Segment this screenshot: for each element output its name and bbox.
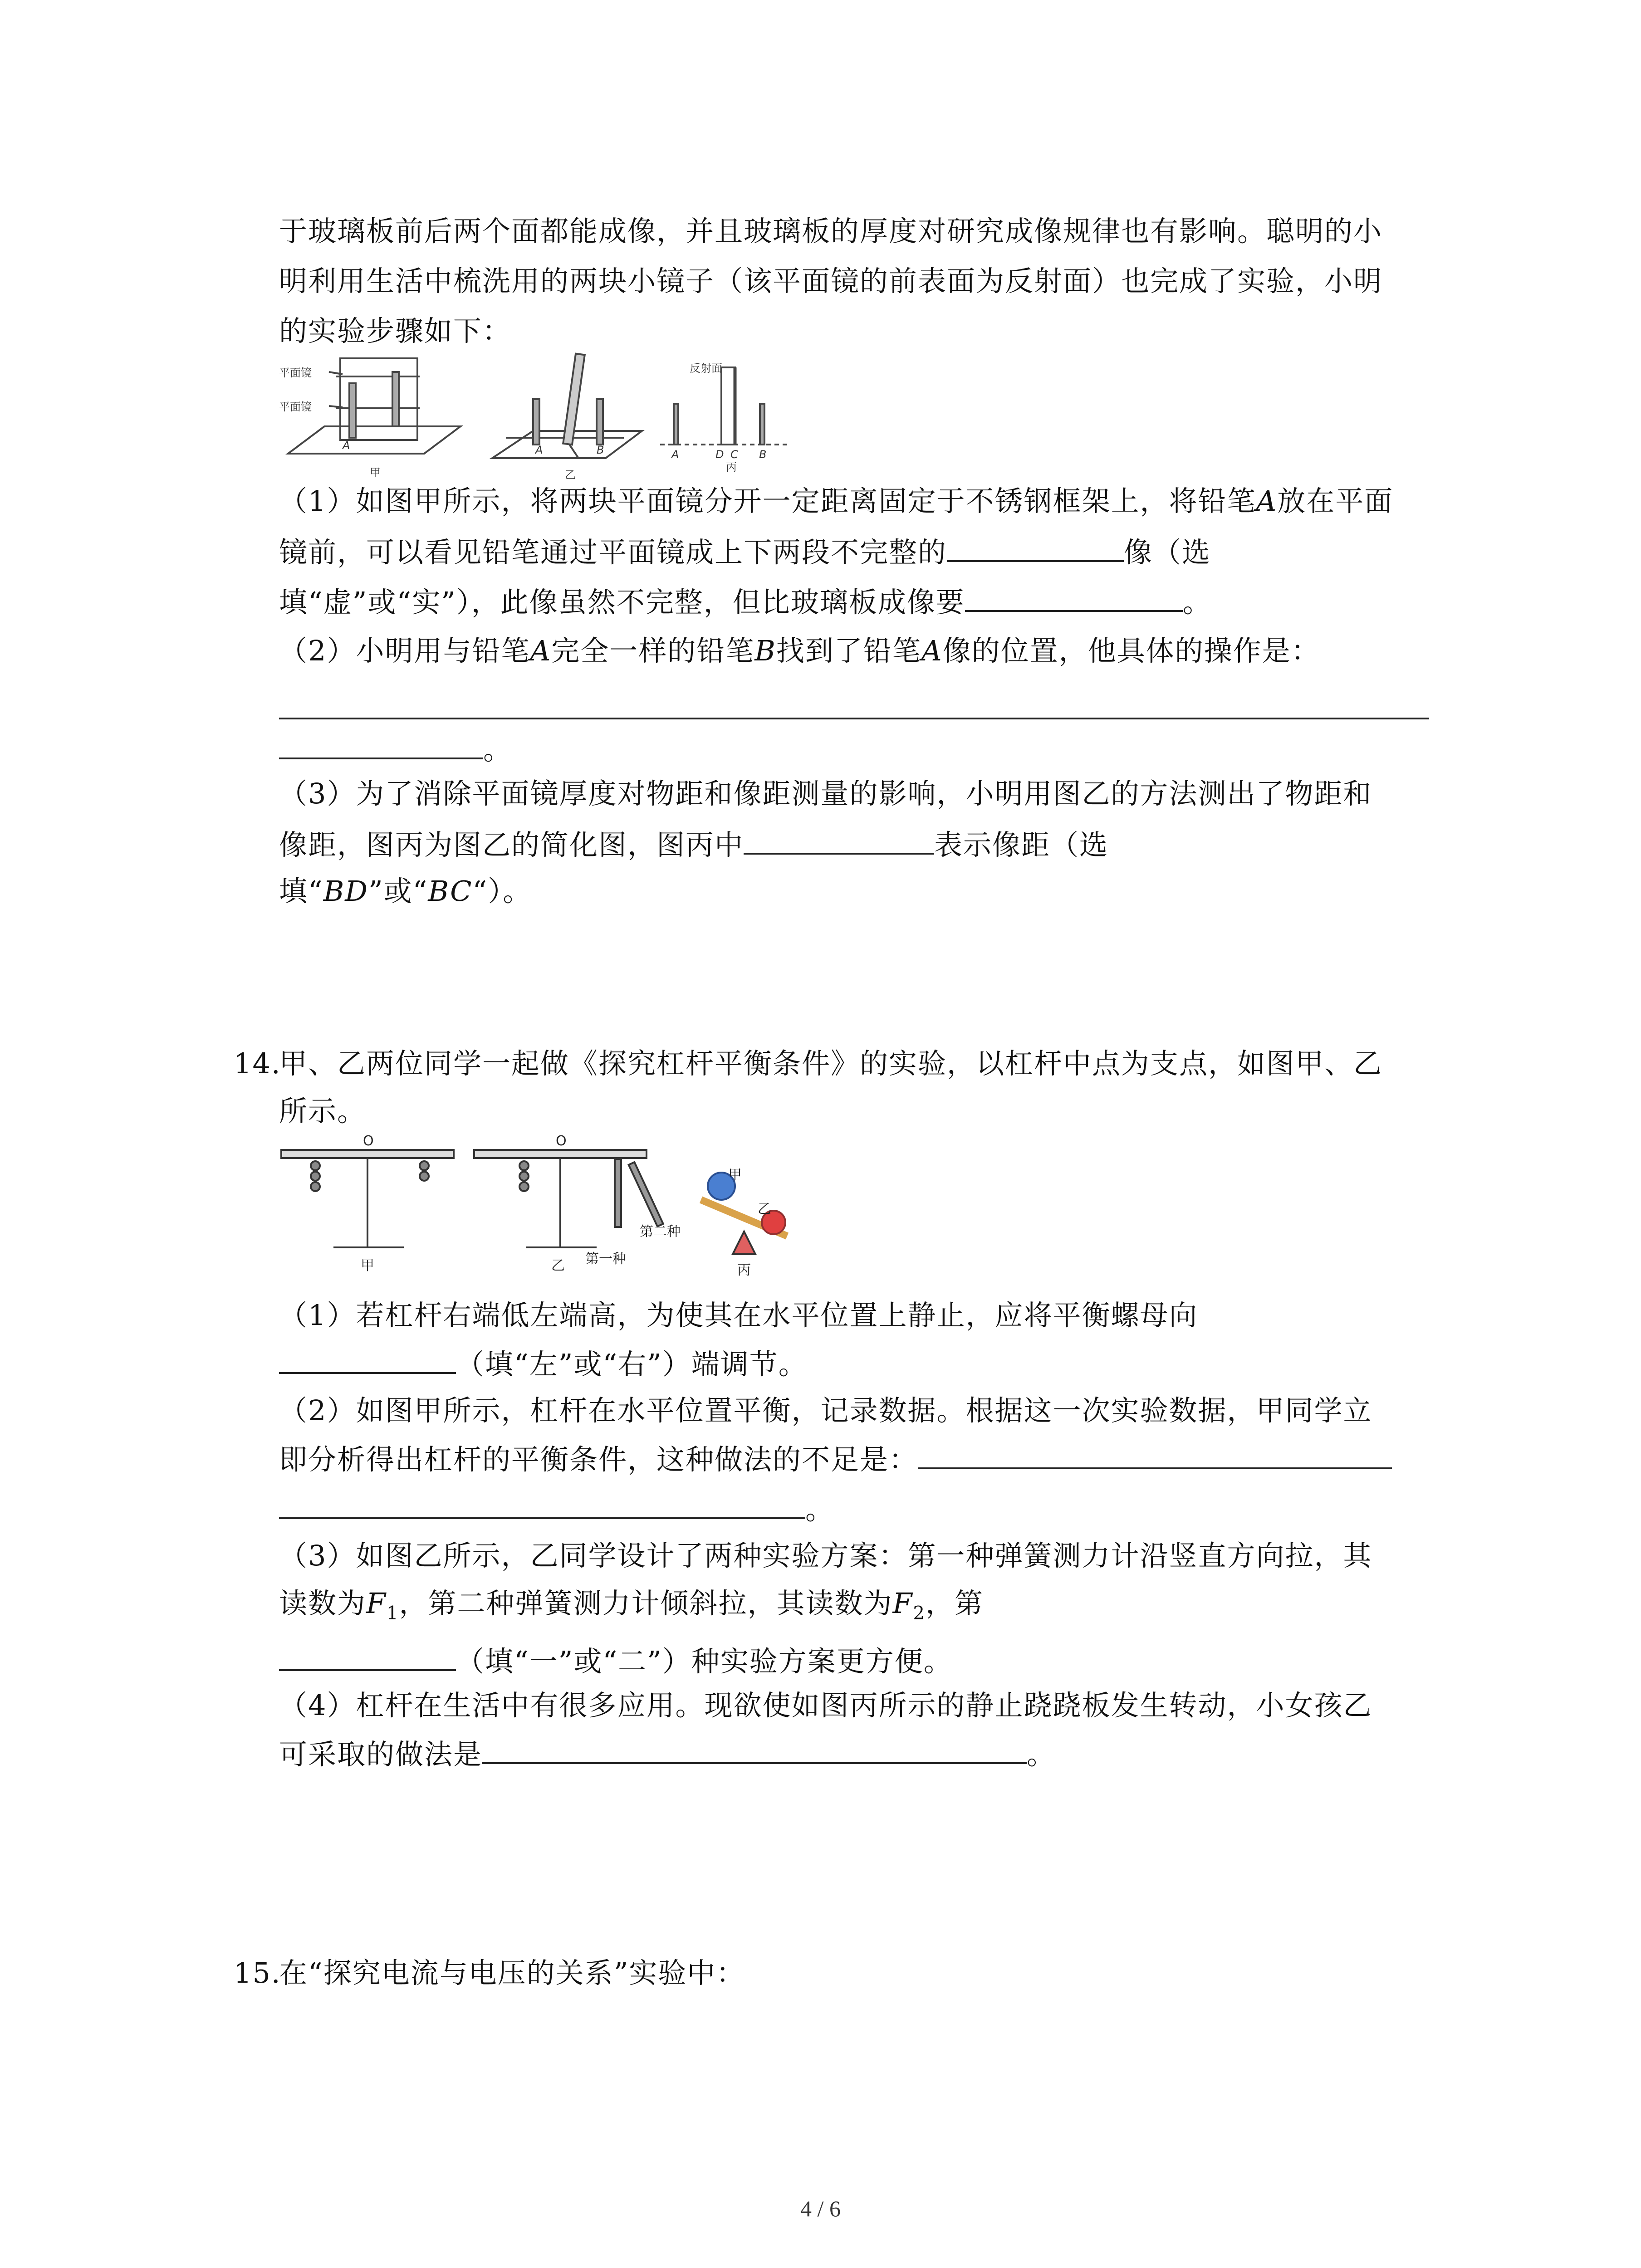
q15-text: 在“探究电流与电压的关系”实验中： xyxy=(279,1956,745,1989)
q13-p1-line-3: 填“虚”或“实”），此像虽然不完整，但比玻璃板成像要 。 xyxy=(279,583,1212,621)
q14-fig-child-yi: 乙 xyxy=(758,1201,771,1217)
q14-p2-line-1: （2）如图甲所示，杠杆在水平位置平衡，记录数据。根据这一次实验数据，甲同学立 xyxy=(279,1394,1372,1427)
q14-fig-pivot-jia: O xyxy=(363,1133,374,1149)
q14-line-2: 所示。 xyxy=(279,1095,367,1128)
q13-fig-yi-point-b: B xyxy=(597,444,604,456)
q13-p1-blank-2[interactable] xyxy=(965,583,1183,612)
q14-p2-blank-1[interactable] xyxy=(918,1440,1392,1469)
q13-fig-bing-point-c: C xyxy=(730,448,738,461)
q13-fig-caption-bing: 丙 xyxy=(726,461,737,474)
q13-fig-bing-point-b: B xyxy=(759,448,767,461)
q14-p4-blank[interactable] xyxy=(482,1735,1027,1764)
q13-intro-line-2: 明利用生活中梳洗用的两块小镜子（该平面镜的前表面为反射面）也完成了实验，小明 xyxy=(279,264,1383,298)
q13-fig-yi-point-a: A xyxy=(535,444,543,456)
q13-fig-jia-label-top: 平面镜 xyxy=(279,367,312,379)
q14-lever-figure xyxy=(279,1132,892,1295)
q13-p2-line-3: 。 xyxy=(279,730,512,768)
q13-p3-line-2: 像距，图丙为图乙的简化图，图丙中 表示像距（选 xyxy=(279,826,1108,863)
q14-p1-line-2: （填“左”或“右”）端调节。 xyxy=(279,1345,808,1383)
q13-p1-line-2: 镜前，可以看见铅笔通过平面镜成上下两段不完整的 像（选 xyxy=(279,533,1211,571)
q14-number: 14. xyxy=(234,1047,281,1080)
q13-fig-caption-jia: 甲 xyxy=(370,466,381,479)
q13-fig-bing-reflect-label: 反射面 xyxy=(690,362,722,375)
q13-p3-line-3: 填“BD”或“BC“）。 xyxy=(279,875,532,908)
q13-p1-line-1: （1）如图甲所示，将两块平面镜分开一定距离固定于不锈钢框架上，将铅笔A放在平面 xyxy=(279,484,1394,518)
q14-fig-caption-bing: 丙 xyxy=(737,1262,751,1278)
q13-p2-line-1: （2）小明用与铅笔A完全一样的铅笔B找到了铅笔A像的位置，他具体的操作是： xyxy=(279,634,1320,667)
q13-fig-bing-point-a: A xyxy=(671,448,679,461)
q14-p2-line-2: 即分析得出杠杆的平衡条件，这种做法的不足是： xyxy=(279,1440,1392,1478)
q15-number: 15. xyxy=(234,1956,281,1989)
q14-p3-blank[interactable] xyxy=(279,1642,456,1671)
q13-fig-jia-label-bottom: 平面镜 xyxy=(279,401,312,413)
q13-fig-caption-yi: 乙 xyxy=(565,469,576,481)
q14-p2-line-3: 。 xyxy=(279,1490,834,1528)
q14-line-1: 甲、乙两位同学一起做《探究杠杆平衡条件》的实验，以杠杆中点为支点，如图甲、乙 xyxy=(279,1047,1383,1080)
q13-p3-line-1: （3）为了消除平面镜厚度对物距和像距测量的影响，小明用图乙的方法测出了物距和 xyxy=(279,777,1372,810)
q14-fig-caption-jia: 甲 xyxy=(361,1258,374,1274)
q14-p1-line-1: （1）若杠杆右端低左端高，为使其在水平位置上静止，应将平衡螺母向 xyxy=(279,1299,1198,1332)
q13-p2-blank[interactable] xyxy=(279,730,483,759)
q13-fig-jia-point: A xyxy=(343,439,350,452)
q13-intro-line-1: 于玻璃板前后两个面都能成像，并且玻璃板的厚度对研究成像规律也有影响。聪明的小 xyxy=(279,215,1383,248)
q14-fig-second-label: 第二种 xyxy=(640,1224,681,1240)
q13-p3-blank[interactable] xyxy=(744,826,934,855)
q14-p4-line-1: （4）杠杆在生活中有很多应用。现欲使如图丙所示的静止跷跷板发生转动，小女孩乙 xyxy=(279,1689,1372,1722)
q14-p3-line-2: 读数为$F_1$，第二种弹簧测力计倾斜拉，其读数为$F_2$，第 xyxy=(279,1587,984,1624)
q14-fig-caption-yi: 乙 xyxy=(551,1258,565,1274)
q14-fig-child-jia: 甲 xyxy=(728,1167,742,1183)
q13-p1-blank-1[interactable] xyxy=(947,533,1124,562)
q13-intro-line-3: 的实验步骤如下： xyxy=(279,314,512,347)
q13-fig-bing-point-d: D xyxy=(715,448,724,461)
q14-p3-line-3: （填“一”或“二”）种实验方案更方便。 xyxy=(279,1642,953,1680)
q14-fig-first-label: 第一种 xyxy=(585,1251,626,1267)
q14-p4-line-2: 可采取的做法是 。 xyxy=(279,1735,1056,1773)
q13-mirror-figure xyxy=(279,349,801,481)
q14-p1-blank[interactable] xyxy=(279,1345,456,1374)
q14-p3-line-1: （3）如图乙所示，乙同学设计了两种实验方案：第一种弹簧测力计沿竖直方向拉，其 xyxy=(279,1539,1372,1572)
q14-fig-pivot-yi: O xyxy=(556,1133,567,1149)
q13-p2-answer-line[interactable] xyxy=(279,718,1429,719)
q14-p2-blank-2[interactable] xyxy=(279,1490,805,1519)
page-number: 4 / 6 xyxy=(800,2196,841,2221)
